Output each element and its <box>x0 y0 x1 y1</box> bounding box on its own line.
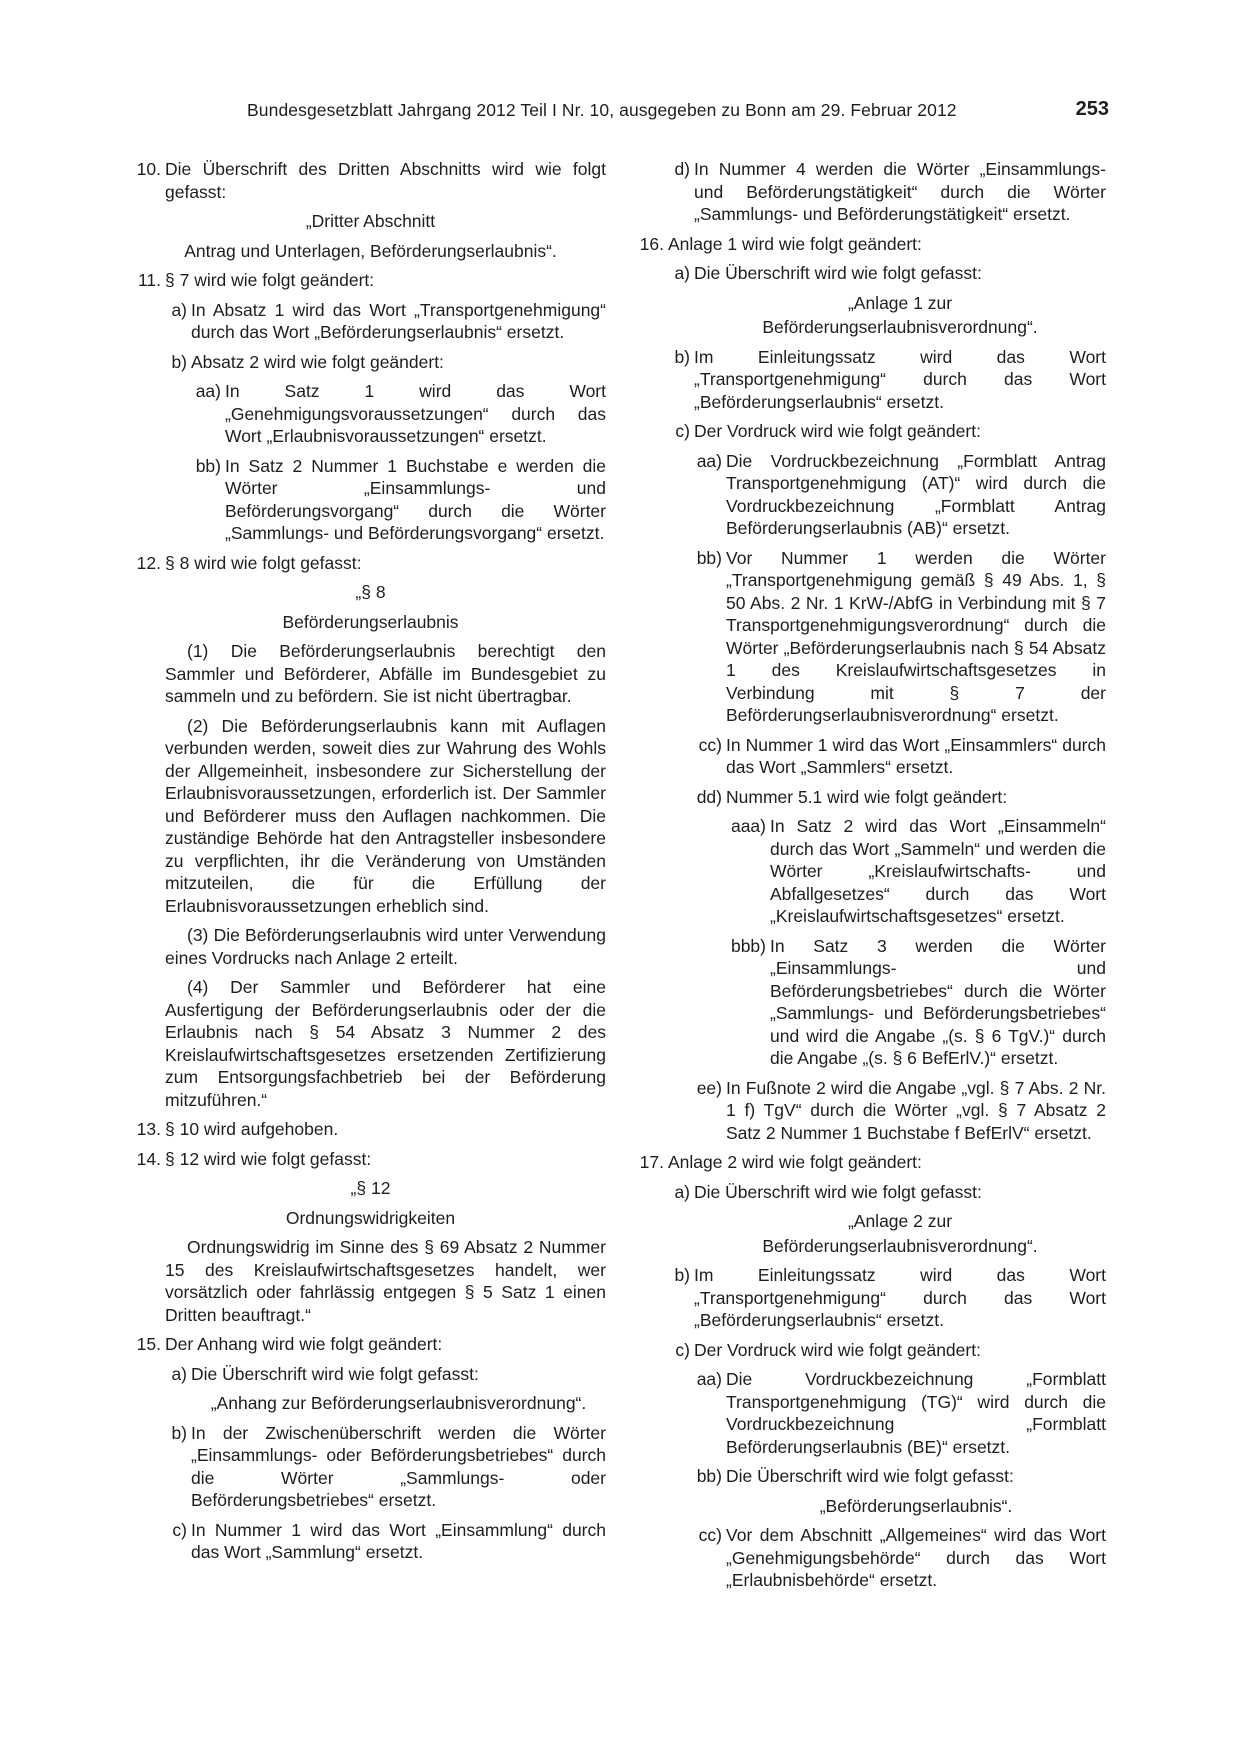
item-letter: d) <box>674 159 690 179</box>
item-text: In Satz 2 Nummer 1 Buchstabe e werden die Wörter „Einsammlungs- und Beförderungsvorgang“ durch die Wörter „Sammlungs- und Beförderungsvorgang“ ersetzt. <box>225 455 606 543</box>
sub-item-16c-dd-bbb <box>726 935 1106 1070</box>
sub-item-15c <box>165 1519 606 1564</box>
quoted-heading: „Anlage 1 zur <box>847 292 953 313</box>
item-letter: b) <box>674 1265 690 1285</box>
item-letter: b) <box>171 1422 187 1443</box>
amendment-item-14 <box>135 1148 606 1171</box>
item-letter: aa) <box>195 381 221 401</box>
item-text: In Satz 2 wird das Wort „Einsammeln“ durch das Wort „Sammeln“ und werden die Wörter „Kreislaufwirtschafts- und Abfallgesetzes“ durch das Wort „Kreislaufwirtschaftsgesetzes“ ersetzt. <box>770 816 1106 926</box>
item-text: Anlage 1 wird wie folgt geändert: <box>668 233 922 254</box>
item-letter: ee) <box>696 1077 722 1098</box>
item-text: § 10 wird aufgehoben. <box>165 1119 339 1139</box>
item-letter: a) <box>171 299 187 320</box>
item-letter: c) <box>675 1339 690 1360</box>
item-letter: cc) <box>698 1525 722 1545</box>
item-text: Absatz 2 wird wie folgt geändert: <box>191 351 444 372</box>
item-text: § 12 wird wie folgt gefasst: <box>165 1148 372 1169</box>
sub-item-16b <box>668 346 1106 414</box>
sub-item-16c-bb <box>694 547 1106 727</box>
amendment-item-12 <box>135 552 606 575</box>
amendment-item-13 <box>135 1118 606 1141</box>
sub-item-16c-dd <box>694 786 1106 809</box>
sub-item-16a <box>668 262 1106 285</box>
amendment-item-16 <box>636 233 1106 256</box>
item-text: In der Zwischenüberschrift werden die Wörter „Einsammlungs- oder Beförderungsbetriebes“ durch die Wörter „Sammlungs- oder Beförderungsbetriebes“ ersetzt. <box>191 1422 606 1510</box>
sub-item-11b <box>165 351 606 374</box>
sub-item-17c-cc <box>694 1524 1106 1592</box>
item-text: In Nummer 1 wird das Wort „Einsammlers“ durch das Wort „Sammlers“ ersetzt. <box>726 734 1106 777</box>
sub-item-16c-ee <box>694 1077 1106 1145</box>
paragraph-number: „§ 12 <box>350 1178 391 1198</box>
item-letter: dd) <box>696 786 722 807</box>
left-column <box>135 158 606 1571</box>
item-text: Vor Nummer 1 werden die Wörter „Transportgenehmigung gemäß § 49 Abs. 1, § 50 Abs. 2 Nr. 1 KrW-/AbfG in Verbindung mit § 7 Transportgenehmigungsverordnung“ durch die Wörter „Beförderungserlaubnis nach § 54 Absatz 1 des Kreislaufwirtschaftsgesetzes in Verbindung mit § 7 der Beförderungserlaubnisverordnung“ ersetzt. <box>726 547 1106 725</box>
page-number: 253 <box>1075 98 1109 120</box>
amendment-item-11 <box>135 269 606 292</box>
quoted-section-title: „Dritter Abschnitt <box>305 211 436 231</box>
quoted-heading: „Anhang zur Beförderungserlaubnisverordnung“. <box>210 1393 587 1413</box>
sub-item-16c-cc <box>694 734 1106 779</box>
item-number: 14. <box>136 1148 161 1169</box>
paragraph-text: (4) Der Sammler und Beförderer hat eine Ausfertigung der Beförderungserlaubnis oder der die Erlaubnis nach § 54 Absatz 3 Nummer 2 des Kreislaufwirtschaftsgesetzes ersetzenden Zertifizierung zum Entsorgungsfachbetrieb bei der Beförderung mitzuführen.“ <box>165 977 606 1110</box>
item-letter: bbb) <box>730 935 766 956</box>
item-letter: aaa) <box>730 816 766 836</box>
item-letter: b) <box>674 346 690 367</box>
item-text: Im Einleitungssatz wird das Wort „Transportgenehmigung“ durch das Wort „Beförderungserlaubnis“ ersetzt. <box>694 1265 1106 1330</box>
item-text: Die Überschrift des Dritten Abschnitts wird wie folgt gefasst: <box>165 159 606 202</box>
item-text: Vor dem Abschnitt „Allgemeines“ wird das Wort „Genehmigungsbehörde“ durch das Wort „Erlaubnisbehörde“ ersetzt. <box>726 1525 1106 1590</box>
paragraph-text: (2) Die Beförderungserlaubnis kann mit Auflagen verbunden werden, soweit dies zur Wahrung des Wohls der Allgemeinheit, insbesondere zur Sicherstellung der Erlaubnisvoraussetzungen, erforderlich ist. Der Sammler und Beförderer muss den Auflagen nachkommen. Die zuständige Behörde hat den Antragsteller insbesondere zu verpflichten, ihr die Veränderung von Umständen mitzuteilen, die für die Erfüllung der Erlaubnisvoraussetzungen erheblich sind. <box>165 715 606 916</box>
sub-item-15a <box>165 1363 606 1386</box>
item-letter: a) <box>674 1181 690 1202</box>
sub-item-16c <box>668 420 1106 443</box>
paragraph-heading: Beförderungserlaubnis <box>282 611 459 632</box>
item-number: 15. <box>136 1334 161 1354</box>
item-number: 16. <box>639 233 664 254</box>
item-text: Im Einleitungssatz wird das Wort „Transportgenehmigung“ durch das Wort „Beförderungserlaubnis“ ersetzt. <box>694 346 1106 412</box>
item-letter: aa) <box>696 1369 722 1389</box>
item-text: In Satz 3 werden die Wörter „Einsammlungs- und Beförderungsbetriebes“ durch die Wörter „Sammlungs- und Beförderungsbetriebes“ und wird die Angabe „(s. § 6 TgV.)“ durch die Angabe „(s. § 6 BefErlV.)“ ersetzt. <box>770 935 1106 1068</box>
item-text: In Satz 1 wird das Wort „Genehmigungsvoraussetzungen“ durch das Wort „Erlaubnisvoraussetzungen“ ersetzt. <box>225 381 606 446</box>
item-letter: bb) <box>696 1466 722 1486</box>
quoted-heading: „Beförderungserlaubnis“. <box>819 1495 1013 1516</box>
item-text: Die Überschrift wird wie folgt gefasst: <box>191 1363 479 1384</box>
item-letter: bb) <box>696 547 722 568</box>
paragraph-text: Ordnungswidrig im Sinne des § 69 Absatz 2 Nummer 15 des Kreislaufwirtschaftsgesetzes handelt, wer vorsätzlich oder fahrlässig entgegen § 5 Satz 1 einen Dritten beauftragt.“ <box>165 1237 606 1325</box>
item-text: Die Vordruckbezeichnung „Formblatt Transportgenehmigung (TG)“ wird durch die Vordruckbezeichnung „Formblatt Beförderungserlaubnis (BE)“ ersetzt. <box>726 1369 1106 1457</box>
item-text: Nummer 5.1 wird wie folgt geändert: <box>726 786 1008 807</box>
quoted-section-subtitle: Antrag und Unterlagen, Beförderungserlaubnis“. <box>184 240 557 261</box>
item-text: Die Überschrift wird wie folgt gefasst: <box>726 1466 1014 1486</box>
paragraph-text: (3) Die Beförderungserlaubnis wird unter Verwendung eines Vordrucks nach Anlage 2 erteilt. <box>165 925 606 968</box>
sub-item-11b-bb <box>191 455 606 545</box>
item-text: Der Anhang wird wie folgt geändert: <box>165 1334 443 1354</box>
quoted-heading: Beförderungserlaubnisverordnung“. <box>762 1235 1038 1256</box>
item-text: Die Überschrift wird wie folgt gefasst: <box>694 263 982 283</box>
item-text: Die Vordruckbezeichnung „Formblatt Antrag Transportgenehmigung (AT)“ wird durch die Vordruckbezeichnung „Formblatt Antrag Beförderungserlaubnis (AB)“ ersetzt. <box>726 450 1106 538</box>
item-text: In Absatz 1 wird das Wort „Transportgenehmigung“ durch das Wort „Beförderungserlaubnis“ ersetzt. <box>191 299 606 342</box>
item-number: 17. <box>639 1152 664 1172</box>
item-letter: a) <box>674 263 690 283</box>
amendment-item-17 <box>636 1151 1106 1174</box>
item-number: 11. <box>137 270 161 290</box>
sub-item-16c-aa <box>694 450 1106 540</box>
amendment-item-15 <box>135 1333 606 1356</box>
item-text: § 7 wird wie folgt geändert: <box>165 270 375 290</box>
amendment-item-10 <box>135 158 606 203</box>
sub-item-17b <box>668 1264 1106 1332</box>
running-header: Bundesgesetzblatt Jahrgang 2012 Teil I Nr. 10, ausgegeben zu Bonn am 29. Februar 2012 <box>247 100 957 120</box>
item-letter: cc) <box>698 734 722 755</box>
item-text: Anlage 2 wird wie folgt geändert: <box>668 1152 922 1172</box>
paragraph-number: „§ 8 <box>355 582 386 602</box>
sub-item-16c-dd-aaa <box>726 815 1106 928</box>
item-text: In Fußnote 2 wird die Angabe „vgl. § 7 Abs. 2 Nr. 1 f) TgV“ durch die Wörter „vgl. § 7 Absatz 2 Satz 2 Nummer 1 Buchstabe f BefErlV“ ersetzt. <box>726 1077 1106 1143</box>
right-column <box>636 158 1106 1599</box>
sub-item-15b <box>165 1422 606 1512</box>
sub-item-11b-aa <box>191 380 606 448</box>
item-text: Die Überschrift wird wie folgt gefasst: <box>694 1181 982 1202</box>
item-text: Der Vordruck wird wie folgt geändert: <box>694 1339 981 1360</box>
item-text: Der Vordruck wird wie folgt geändert: <box>694 421 981 441</box>
item-number: 13. <box>136 1119 161 1139</box>
item-text: In Nummer 1 wird das Wort „Einsammlung“ durch das Wort „Sammlung“ ersetzt. <box>191 1519 606 1562</box>
item-text: In Nummer 4 werden die Wörter „Einsammlungs- und Beförderungstätigkeit“ durch die Wörter „Sammlungs- und Beförderungstätigkeit“ ersetzt. <box>694 159 1106 224</box>
item-letter: aa) <box>696 450 722 471</box>
item-text: § 8 wird wie folgt gefasst: <box>165 552 362 573</box>
item-number: 12. <box>136 552 161 573</box>
sub-item-11a <box>165 299 606 344</box>
sub-item-17c <box>668 1339 1106 1362</box>
quoted-heading: Beförderungserlaubnisverordnung“. <box>762 317 1038 337</box>
paragraph-text: (1) Die Beförderungserlaubnis berechtigt den Sammler und Beförderer, Abfälle im Bundesgebiet zu sammeln und zu befördern. Sie ist nicht übertragbar. <box>165 641 606 706</box>
sub-item-17c-aa <box>694 1368 1106 1458</box>
item-letter: bb) <box>195 455 221 476</box>
quoted-heading: „Anlage 2 zur <box>847 1211 953 1231</box>
sub-item-17a <box>668 1181 1106 1204</box>
item-letter: b) <box>171 351 187 372</box>
sub-item-17c-bb <box>694 1465 1106 1488</box>
item-letter: a) <box>171 1363 187 1384</box>
item-letter: c) <box>675 421 690 441</box>
paragraph-heading: Ordnungswidrigkeiten <box>285 1207 456 1228</box>
sub-item-15d <box>668 158 1106 226</box>
item-letter: c) <box>172 1519 187 1540</box>
item-number: 10. <box>136 159 161 179</box>
